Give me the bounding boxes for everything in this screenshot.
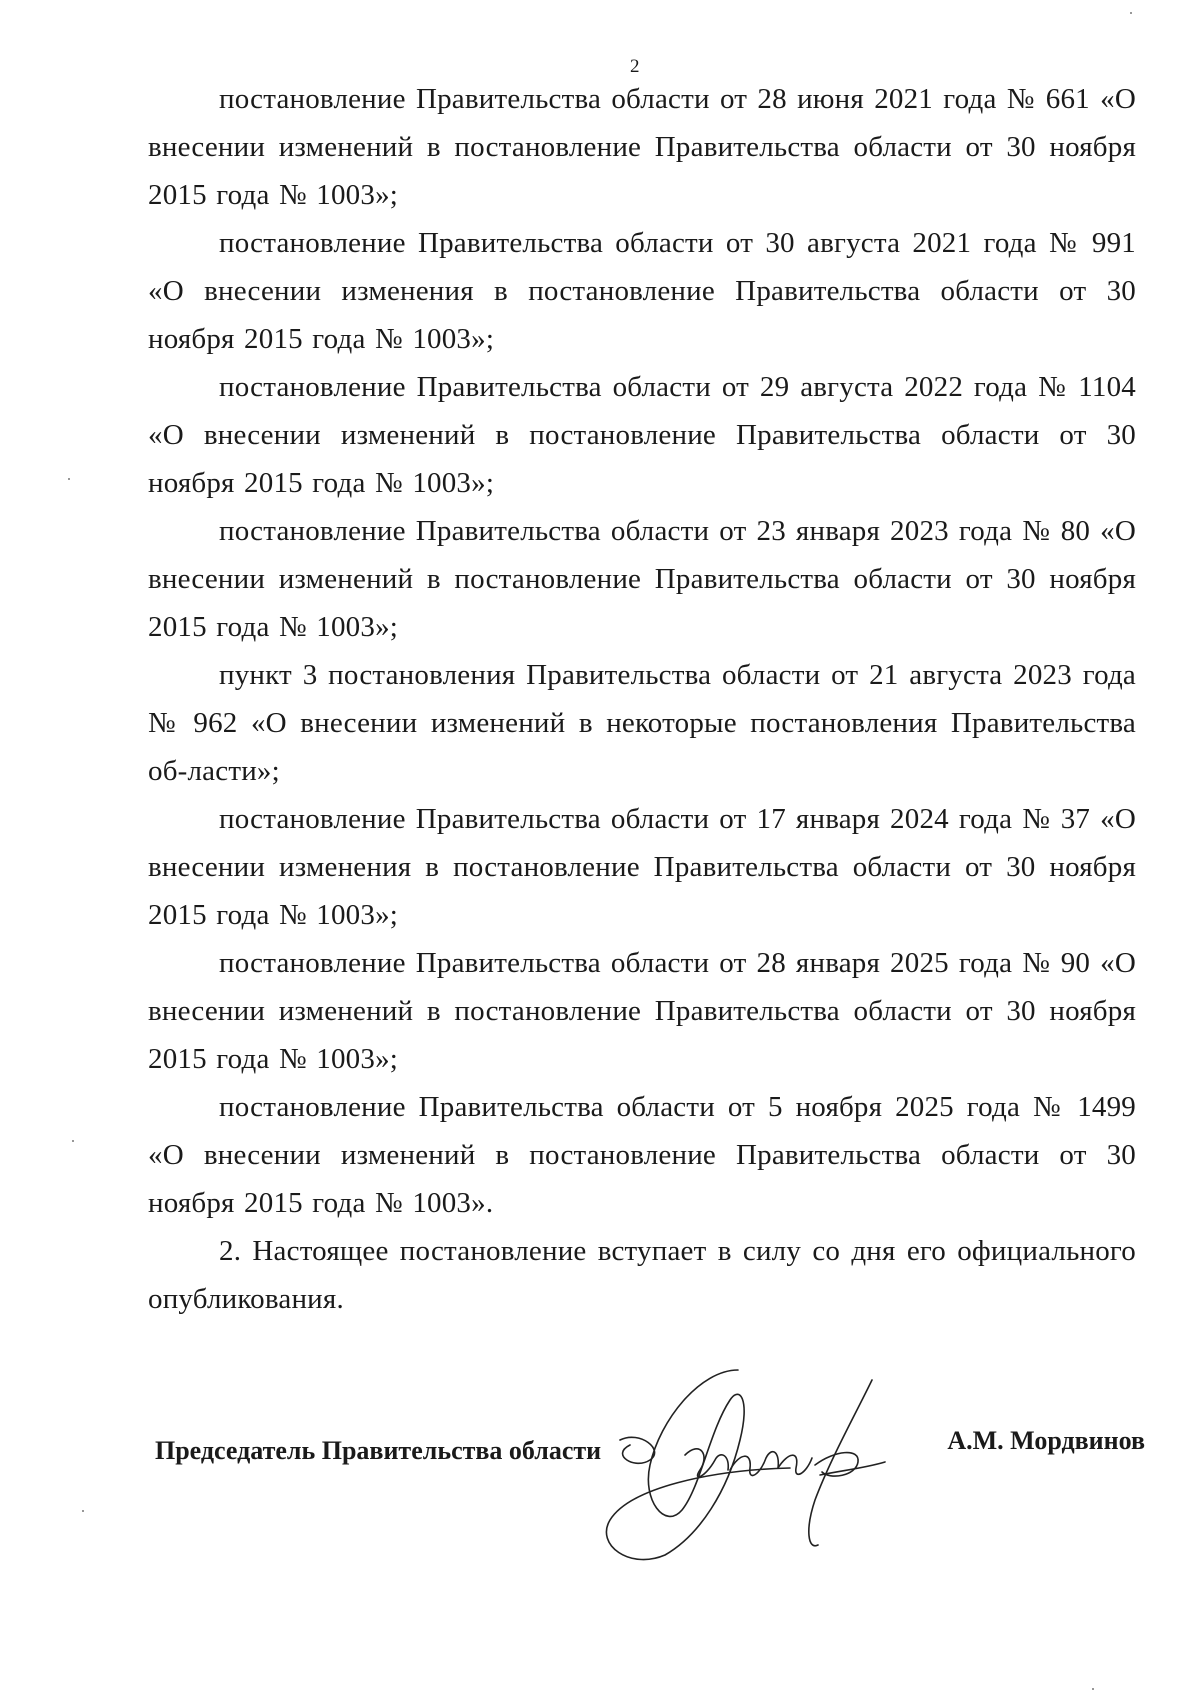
scan-dot: [1130, 12, 1132, 14]
paragraph-resolution-1104: постановление Правительства области от 29 августа 2022 года № 1104 «О внесении изменений в постановление Правительства области от 30 ноября 2015 года № 1003»;: [148, 371, 1136, 499]
scan-dot: [1092, 1688, 1094, 1690]
handwritten-signature: [590, 1360, 950, 1570]
page-number: 2: [630, 56, 640, 77]
scan-dot: [82, 1510, 84, 1512]
scan-dot: [72, 1140, 74, 1142]
paragraph-resolution-991: постановление Правительства области от 30 августа 2021 года № 991 «О внесении изменения в постановление Правительства области от 30 ноября 2015 года № 1003»;: [148, 227, 1136, 355]
paragraph-resolution-37: постановление Правительства области от 17 января 2024 года № 37 «О внесении изменения в постановление Правительства области от 30 ноября 2015 года № 1003»;: [148, 803, 1136, 931]
paragraph-resolution-90: постановление Правительства области от 28 января 2025 года № 90 «О внесении изменений в постановление Правительства области от 30 ноября 2015 года № 1003»;: [148, 947, 1136, 1075]
signer-name: А.М. Мордвинов: [947, 1426, 1145, 1455]
paragraph-resolution-80: постановление Правительства области от 23 января 2023 года № 80 «О внесении изменений в постановление Правительства области от 30 ноября 2015 года № 1003»;: [148, 515, 1136, 643]
document-body: [148, 75, 1136, 1323]
paragraph-resolution-661: постановление Правительства области от 28 июня 2021 года № 661 «О внесении изменений в постановление Правительства области от 30 ноября 2015 года № 1003»;: [148, 83, 1136, 211]
paragraph-effective-date: 2. Настоящее постановление вступает в силу со дня его официального опубликования.: [148, 1235, 1136, 1315]
scan-dot: [68, 478, 70, 480]
paragraph-resolution-962: пункт 3 постановления Правительства области от 21 августа 2023 года № 962 «О внесении изменений в некоторые постановления Правительства об-ласти»;: [148, 659, 1136, 787]
paragraph-resolution-1499: постановление Правительства области от 5 ноября 2025 года № 1499 «О внесении изменений в постановление Правительства области от 30 ноября 2015 года № 1003».: [148, 1091, 1136, 1219]
signer-title: Председатель Правительства области: [155, 1436, 602, 1465]
